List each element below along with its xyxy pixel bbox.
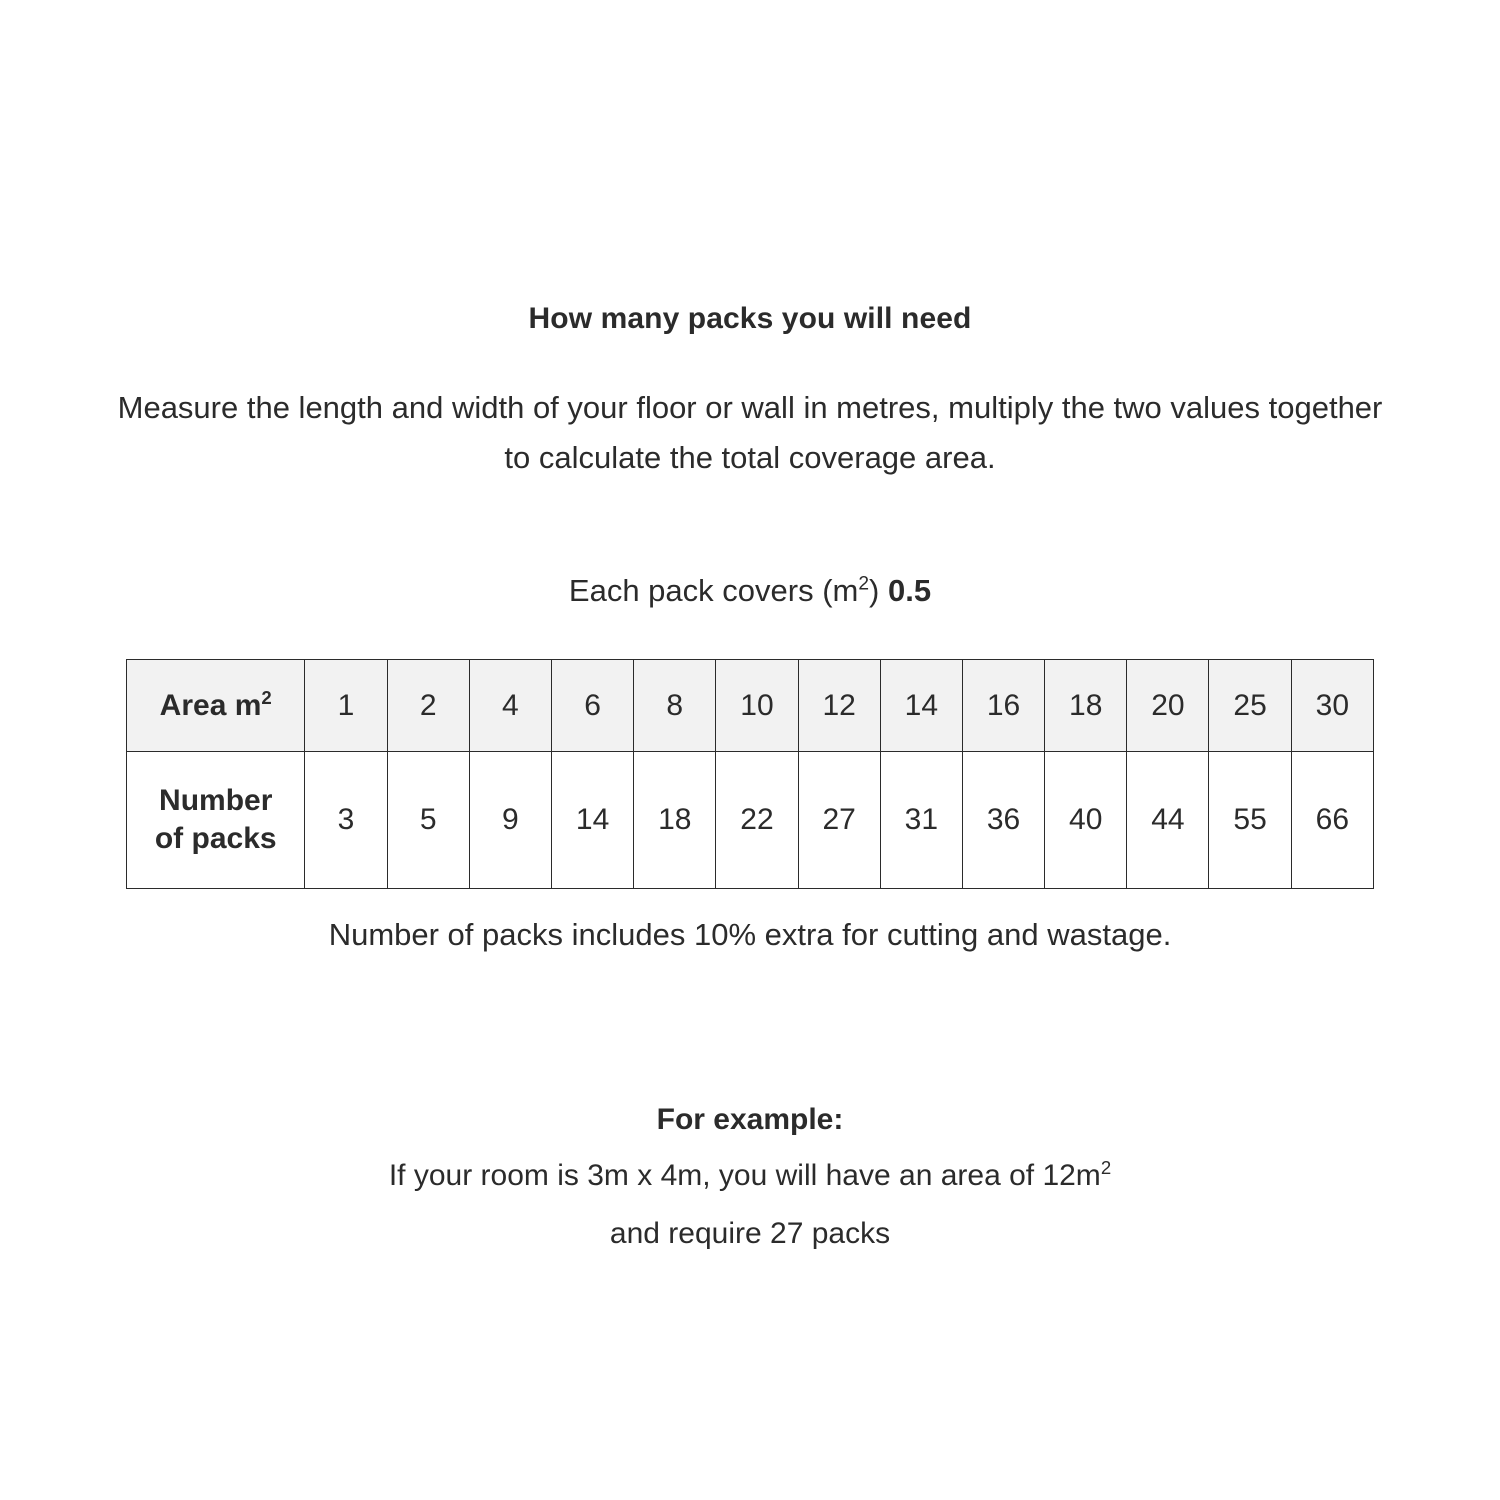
pack-coverage-line (105, 573, 1395, 609)
area-cell: 12 (798, 660, 880, 752)
area-cell: 20 (1127, 660, 1209, 752)
wastage-note: Number of packs includes 10% extra for cutting and wastage. (328, 917, 1172, 953)
row-header-area (127, 660, 305, 752)
packs-cell: 3 (305, 752, 387, 889)
area-cell: 4 (469, 660, 551, 752)
example-line-2: and require 27 packs (609, 1217, 891, 1251)
row-header-packs (127, 752, 305, 889)
example-line-1 (105, 1159, 1395, 1193)
pack-coverage-middle: ) (869, 573, 888, 609)
packs-cell: 55 (1209, 752, 1291, 889)
area-cell-highlighted: 14 (880, 660, 962, 752)
area-cell: 2 (387, 660, 469, 752)
area-cell: 1 (305, 660, 387, 752)
table-row-area (127, 660, 1374, 752)
packs-table-wrapper (105, 659, 1395, 889)
row-header-packs-line2: of packs (154, 822, 277, 856)
area-cell: 16 (962, 660, 1044, 752)
area-cell: 30 (1291, 660, 1373, 752)
row-header-area-text: Area m (159, 688, 262, 722)
packs-cell: 18 (634, 752, 716, 889)
intro-paragraph: Measure the length and width of your floor or wall in metres, multiply the two values together to calculate the total coverage area. (117, 390, 1383, 476)
row-header-packs-line1: Number (159, 784, 273, 818)
packs-cell: 66 (1291, 752, 1373, 889)
area-cell: 6 (551, 660, 633, 752)
squared-superscript: 2 (1100, 1157, 1112, 1179)
area-cell: 25 (1209, 660, 1291, 752)
packs-cell: 36 (962, 752, 1044, 889)
packs-cell: 14 (551, 752, 633, 889)
area-cell: 18 (1045, 660, 1127, 752)
pack-coverage-value: 0.5 (887, 573, 932, 609)
area-cell: 8 (634, 660, 716, 752)
area-cell: 10 (716, 660, 798, 752)
packs-cell: 40 (1045, 752, 1127, 889)
packs-cell: 5 (387, 752, 469, 889)
packs-cell: 27 (798, 752, 880, 889)
squared-superscript: 2 (858, 574, 870, 596)
packs-cell: 44 (1127, 752, 1209, 889)
packs-cell: 9 (469, 752, 551, 889)
packs-cell-highlighted: 31 (880, 752, 962, 889)
example-line-1-text: If your room is 3m x 4m, you will have an area of 12m (388, 1159, 1101, 1193)
packs-table (126, 659, 1374, 889)
packs-cell: 22 (716, 752, 798, 889)
page-title: How many packs you will need (528, 302, 972, 335)
squared-superscript: 2 (261, 686, 272, 708)
example-title: For example: (656, 1103, 844, 1137)
pack-coverage-prefix: Each pack covers (m (568, 573, 859, 609)
table-row-packs (127, 752, 1374, 889)
